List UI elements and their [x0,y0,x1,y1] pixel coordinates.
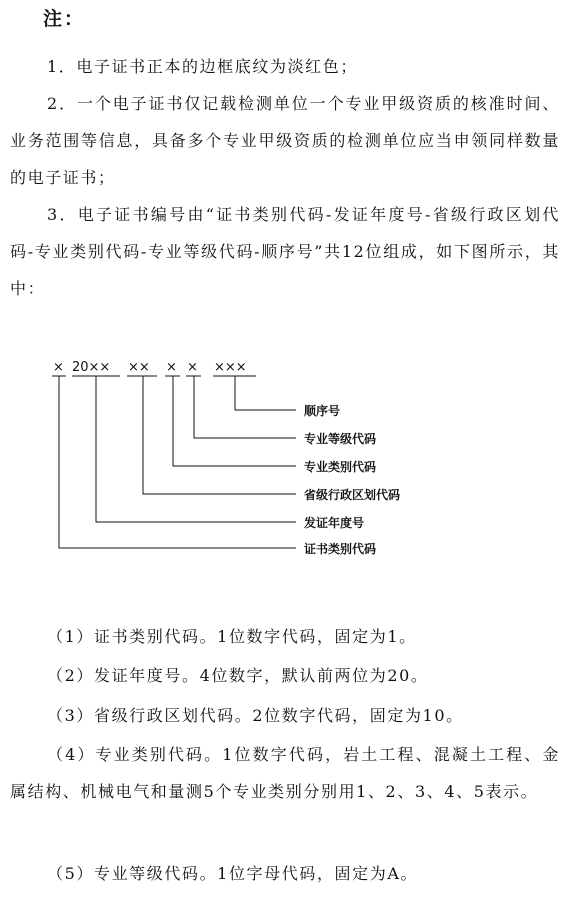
certificate-number-diagram [0,345,570,560]
code-part-grade: × [187,360,198,375]
note-1: 1．电子证书正本的边框底纹为淡红色； [47,57,358,76]
note-3: 3．电子证书编号由“证书类别代码-发证年度号-省级行政区划代码-专业类别代码-专业等级代码-顺序号”共12位组成，如下图所示，其中： [10,205,560,298]
note-2: 2．一个电子证书仅记载检测单位一个专业甲级资质的核准时间、业务范围等信息，具备多个专业甲级资质的检测单位应当申领同样数量的电子证书； [10,94,560,187]
code-part-province: ×× [128,360,150,375]
code-part-specialty: × [166,360,177,375]
label-grade-code: 专业等级代码 [304,432,377,446]
item-3: （3）省级行政区划代码。2位数字代码，固定为10。 [47,706,464,725]
item-1: （1）证书类别代码。1位数字代码，固定为1。 [47,627,417,646]
label-sequence: 顺序号 [304,404,341,418]
label-year: 发证年度号 [304,516,365,530]
code-part-sequence: ××× [214,360,247,375]
label-specialty-code: 专业类别代码 [304,460,377,474]
label-province-code: 省级行政区划代码 [304,488,401,502]
label-category-code: 证书类别代码 [304,542,377,556]
code-part-category: × [53,360,64,375]
item-2: （2）发证年度号。4位数字，默认前两位为20。 [47,666,429,685]
code-part-year: 20×× [72,360,111,375]
item-5: （5）专业等级代码。1位字母代码，固定为A。 [47,864,419,883]
connector-lines [59,376,296,548]
item-4: （4）专业类别代码。1位数字代码，岩土工程、混凝土工程、金属结构、机械电气和量测5个专业类别分别用1、2、3、4、5表示。 [10,745,560,801]
notes-heading: 注： [43,8,86,30]
